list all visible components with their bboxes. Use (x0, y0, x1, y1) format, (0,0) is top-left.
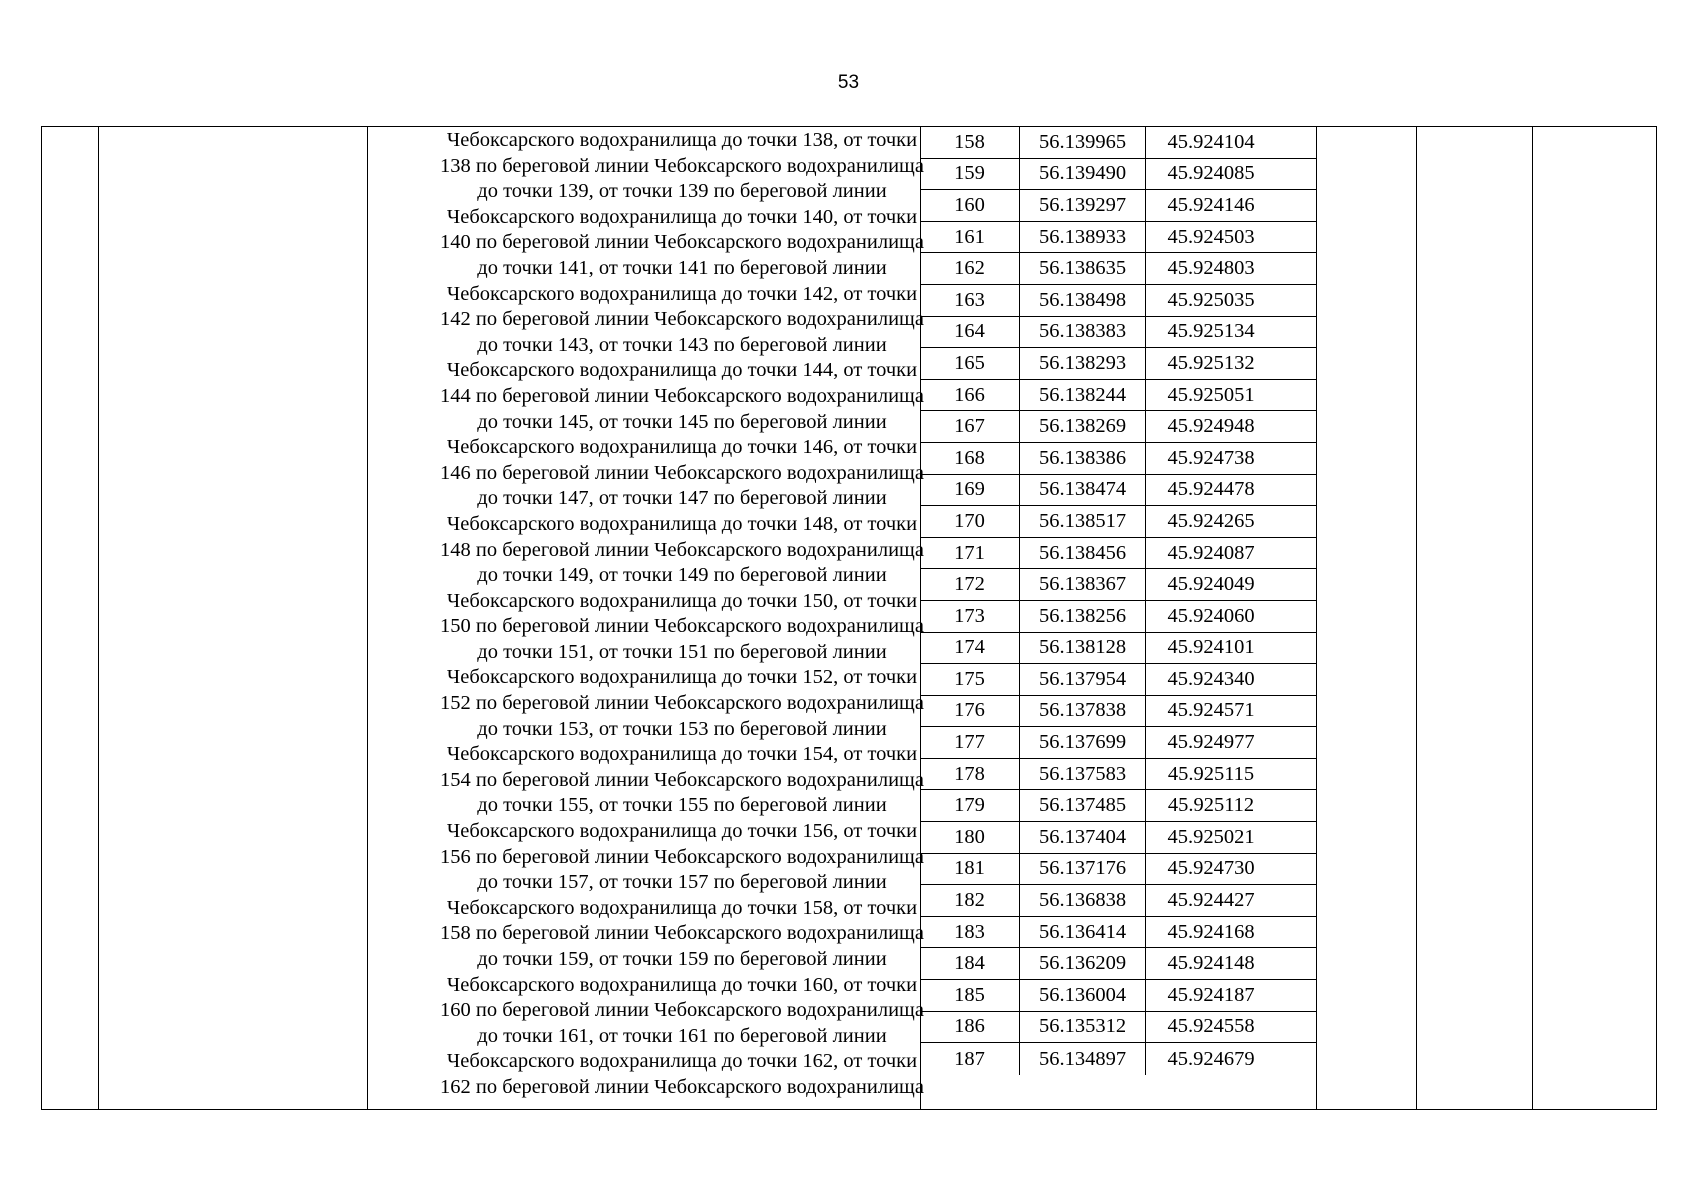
description-line: до точки 159, от точки 159 по береговой линии (477, 948, 887, 970)
description-line: Чебоксарского водохранилища до точки 162, от точки (446, 1050, 918, 1073)
longitude-cell: 45.924478 (1145, 475, 1276, 506)
description-line: 148 по береговой линии Чебоксарского водохранилища (440, 538, 924, 561)
longitude-cell: 45.924101 (1145, 633, 1276, 664)
point-number-cell: 176 (954, 699, 985, 722)
latitude-cell: 56.138269 (1019, 411, 1145, 442)
point-number-cell: 172 (954, 573, 985, 596)
table-row (920, 601, 1316, 633)
point-number-cell: 167 (954, 415, 985, 438)
table-row (920, 190, 1316, 222)
longitude-cell: 45.924265 (1145, 506, 1276, 537)
table-row (920, 127, 1316, 159)
longitude-cell: 45.924340 (1145, 664, 1276, 695)
table-row (920, 411, 1316, 443)
column-divider (367, 127, 368, 1109)
latitude-cell: 56.138635 (1019, 253, 1145, 284)
latitude-cell: 56.137699 (1019, 727, 1145, 758)
longitude-cell: 45.924168 (1145, 917, 1276, 948)
longitude-cell: 45.924503 (1145, 222, 1276, 253)
point-number-cell: 164 (954, 320, 985, 343)
longitude-cell: 45.924085 (1145, 159, 1276, 190)
table-row (920, 917, 1316, 949)
description-line: до точки 145, от точки 145 по береговой линии (477, 410, 887, 433)
description-line: 138 по береговой линии Чебоксарского водохранилища (440, 154, 924, 177)
coordinates-list (920, 127, 1316, 1075)
point-number-cell: 178 (954, 762, 985, 785)
longitude-cell: 45.924049 (1145, 569, 1276, 600)
latitude-cell: 56.139490 (1019, 159, 1145, 190)
longitude-cell: 45.925115 (1145, 759, 1276, 790)
point-number-cell: 173 (954, 604, 985, 627)
longitude-cell: 45.924104 (1145, 127, 1276, 158)
description-line: до точки 141, от точки 141 по береговой линии (477, 256, 887, 279)
point-number-cell: 171 (954, 541, 985, 564)
longitude-cell: 45.924948 (1145, 411, 1276, 442)
table-row (920, 538, 1316, 570)
boundary-description (410, 127, 954, 1109)
table-row (920, 727, 1316, 759)
description-line: Чебоксарского водохранилища до точки 152, от точки (446, 666, 918, 689)
table-row (920, 159, 1316, 191)
description-line: 154 по береговой линии Чебоксарского водохранилища (440, 768, 924, 791)
description-line: 160 по береговой линии Чебоксарского водохранилища (440, 999, 924, 1022)
latitude-cell: 56.136004 (1019, 980, 1145, 1011)
table-row (920, 506, 1316, 538)
latitude-cell: 56.135312 (1019, 1012, 1145, 1043)
table-row (920, 380, 1316, 412)
longitude-cell: 45.925112 (1145, 790, 1276, 821)
description-line: Чебоксарского водохранилища до точки 150, от точки (446, 589, 918, 612)
point-number-cell: 169 (954, 478, 985, 501)
point-number-cell: 174 (954, 636, 985, 659)
table-row (920, 759, 1316, 791)
table-row (920, 317, 1316, 349)
description-line: до точки 153, от точки 153 по береговой линии (477, 717, 887, 740)
longitude-cell: 45.924738 (1145, 443, 1276, 474)
longitude-cell: 45.924558 (1145, 1012, 1276, 1043)
table-row (920, 253, 1316, 285)
latitude-cell: 56.136414 (1019, 917, 1145, 948)
point-number-cell: 160 (954, 193, 985, 216)
longitude-cell: 45.924427 (1145, 885, 1276, 916)
table-row (920, 822, 1316, 854)
table-row (920, 222, 1316, 254)
longitude-cell: 45.925035 (1145, 285, 1276, 316)
table-row (920, 885, 1316, 917)
column-divider (1316, 127, 1317, 1109)
latitude-cell: 56.138128 (1019, 633, 1145, 664)
column-divider (1532, 127, 1533, 1109)
latitude-cell: 56.139965 (1019, 127, 1145, 158)
description-line: до точки 147, от точки 147 по береговой линии (477, 487, 887, 510)
latitude-cell: 56.137954 (1019, 664, 1145, 695)
latitude-cell: 56.138517 (1019, 506, 1145, 537)
latitude-cell: 56.136838 (1019, 885, 1145, 916)
description-line: до точки 157, от точки 157 по береговой линии (477, 871, 887, 894)
point-number-cell: 175 (954, 667, 985, 690)
longitude-cell: 45.924146 (1145, 190, 1276, 221)
point-number-cell: 183 (954, 920, 985, 943)
description-line: 152 по береговой линии Чебоксарского водохранилища (440, 692, 924, 715)
latitude-cell: 56.138367 (1019, 569, 1145, 600)
table-row (920, 475, 1316, 507)
table-row (920, 980, 1316, 1012)
description-line: Чебоксарского водохранилища до точки 160, от точки (446, 973, 918, 996)
longitude-cell: 45.924571 (1145, 696, 1276, 727)
latitude-cell: 56.138244 (1019, 380, 1145, 411)
description-line: до точки 143, от точки 143 по береговой линии (477, 333, 887, 356)
description-line: Чебоксарского водохранилища до точки 138, от точки (446, 129, 918, 151)
table-row (920, 633, 1316, 665)
point-number-cell: 159 (954, 162, 985, 185)
description-line: Чебоксарского водохранилища до точки 158, от точки (446, 896, 918, 919)
longitude-cell: 45.924060 (1145, 601, 1276, 632)
description-line: Чебоксарского водохранилища до точки 144, от точки (446, 359, 918, 382)
table-row (920, 664, 1316, 696)
description-line: 140 по береговой линии Чебоксарского водохранилища (440, 231, 924, 254)
table-row (920, 348, 1316, 380)
table-row (920, 1043, 1316, 1075)
description-line: Чебоксарского водохранилища до точки 142, от точки (446, 282, 918, 305)
description-line: Чебоксарского водохранилища до точки 156, от точки (446, 820, 918, 843)
point-number-cell: 187 (954, 1047, 985, 1070)
description-line: 162 по береговой линии Чебоксарского водохранилища (440, 1075, 924, 1098)
point-number-cell: 177 (954, 731, 985, 754)
longitude-cell: 45.925021 (1145, 822, 1276, 853)
latitude-cell: 56.137485 (1019, 790, 1145, 821)
point-number-cell: 186 (954, 1015, 985, 1038)
table-row (920, 948, 1316, 980)
longitude-cell: 45.924187 (1145, 980, 1276, 1011)
description-line: 158 по береговой линии Чебоксарского водохранилища (440, 922, 924, 945)
description-line: 144 по береговой линии Чебоксарского водохранилища (440, 384, 924, 407)
column-divider (1416, 127, 1417, 1109)
point-number-cell: 158 (954, 130, 985, 153)
longitude-cell: 45.925132 (1145, 348, 1276, 379)
column-divider (98, 127, 99, 1109)
longitude-cell: 45.924679 (1145, 1043, 1276, 1075)
longitude-cell: 45.924803 (1145, 253, 1276, 284)
page-number: 53 (837, 72, 860, 93)
table-row (920, 443, 1316, 475)
point-number-cell: 180 (954, 825, 985, 848)
latitude-cell: 56.138456 (1019, 538, 1145, 569)
description-line: до точки 139, от точки 139 по береговой линии (477, 180, 887, 203)
latitude-cell: 56.137838 (1019, 696, 1145, 727)
longitude-cell: 45.924977 (1145, 727, 1276, 758)
latitude-cell: 56.137404 (1019, 822, 1145, 853)
description-line: до точки 149, от точки 149 по береговой линии (477, 564, 887, 587)
point-number-cell: 185 (954, 983, 985, 1006)
point-number-cell: 162 (954, 257, 985, 280)
latitude-cell: 56.136209 (1019, 948, 1145, 979)
description-line: Чебоксарского водохранилища до точки 148, от точки (446, 512, 918, 535)
latitude-cell: 56.134897 (1019, 1043, 1145, 1075)
point-number-cell: 166 (954, 383, 985, 406)
point-number-cell: 184 (954, 952, 985, 975)
point-number-cell: 182 (954, 889, 985, 912)
table-row (920, 1012, 1316, 1044)
latitude-cell: 56.137176 (1019, 854, 1145, 885)
description-line: Чебоксарского водохранилища до точки 146, от точки (446, 436, 918, 459)
point-number-cell: 179 (954, 794, 985, 817)
table-row (920, 854, 1316, 886)
latitude-cell: 56.137583 (1019, 759, 1145, 790)
description-line: до точки 151, от точки 151 по береговой линии (477, 640, 887, 663)
table-row (920, 696, 1316, 728)
latitude-cell: 56.139297 (1019, 190, 1145, 221)
table-row (920, 285, 1316, 317)
point-number-cell: 168 (954, 446, 985, 469)
longitude-cell: 45.925134 (1145, 317, 1276, 348)
description-line: 156 по береговой линии Чебоксарского водохранилища (440, 845, 924, 868)
point-number-cell: 161 (954, 225, 985, 248)
latitude-cell: 56.138386 (1019, 443, 1145, 474)
point-number-cell: 181 (954, 857, 985, 880)
longitude-cell: 45.925051 (1145, 380, 1276, 411)
description-line: 146 по береговой линии Чебоксарского водохранилища (440, 461, 924, 484)
description-line: до точки 155, от точки 155 по береговой линии (477, 794, 887, 817)
latitude-cell: 56.138498 (1019, 285, 1145, 316)
table-row (920, 790, 1316, 822)
description-line: Чебоксарского водохранилища до точки 140, от точки (446, 205, 918, 228)
point-number-cell: 170 (954, 509, 985, 532)
description-line: до точки 161, от точки 161 по береговой линии (477, 1024, 887, 1047)
longitude-cell: 45.924730 (1145, 854, 1276, 885)
description-line: 142 по береговой линии Чебоксарского водохранилища (440, 308, 924, 331)
latitude-cell: 56.138383 (1019, 317, 1145, 348)
description-line: Чебоксарского водохранилища до точки 154, от точки (446, 743, 918, 766)
latitude-cell: 56.138293 (1019, 348, 1145, 379)
latitude-cell: 56.138474 (1019, 475, 1145, 506)
description-line: 150 по береговой линии Чебоксарского водохранилища (440, 615, 924, 638)
longitude-cell: 45.924148 (1145, 948, 1276, 979)
latitude-cell: 56.138256 (1019, 601, 1145, 632)
longitude-cell: 45.924087 (1145, 538, 1276, 569)
table-row (920, 569, 1316, 601)
boundary-table (41, 126, 1657, 1110)
latitude-cell: 56.138933 (1019, 222, 1145, 253)
point-number-cell: 165 (954, 351, 985, 374)
point-number-cell: 163 (954, 288, 985, 311)
